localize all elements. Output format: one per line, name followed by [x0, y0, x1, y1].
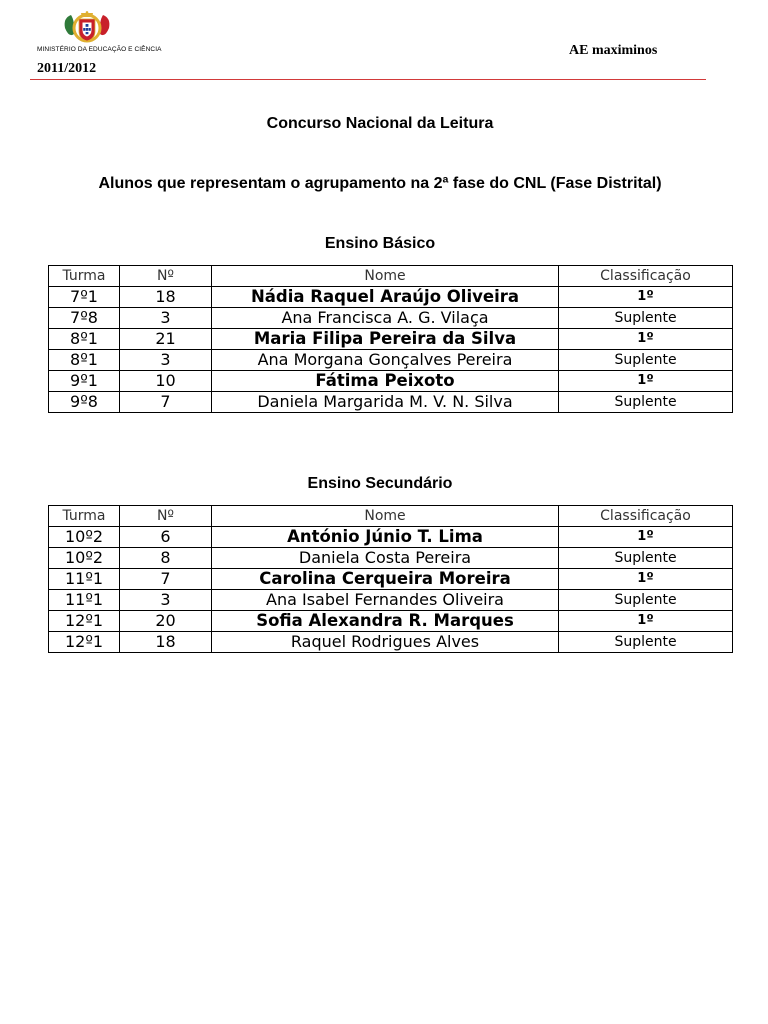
cell-nome: Maria Filipa Pereira da Silva: [212, 329, 559, 350]
cell-nome: Ana Isabel Fernandes Oliveira: [212, 590, 559, 611]
table-row: [49, 527, 733, 548]
cell-turma: 11º1: [49, 569, 120, 590]
cell-numero: 3: [120, 590, 212, 611]
table-header-row: [49, 266, 733, 287]
column-header-turma: Turma: [49, 266, 120, 287]
cell-classificacao: Suplente: [559, 308, 733, 329]
column-header-classificacao: Classificação: [559, 266, 733, 287]
cell-classificacao: Suplente: [559, 590, 733, 611]
coat-of-arms-icon: [62, 10, 112, 46]
cell-turma: 10º2: [49, 548, 120, 569]
cell-numero: 7: [120, 392, 212, 413]
document-subtitle: Alunos que representam o agrupamento na 2ª fase do CNL (Fase Distrital): [98, 175, 662, 192]
cell-classificacao: Suplente: [559, 350, 733, 371]
column-header-nome: Nome: [212, 266, 559, 287]
column-header-classificacao: Classificação: [559, 506, 733, 527]
table-row: [49, 590, 733, 611]
cell-nome: Daniela Costa Pereira: [212, 548, 559, 569]
cell-numero: 3: [120, 308, 212, 329]
cell-turma: 12º1: [49, 632, 120, 653]
cell-numero: 3: [120, 350, 212, 371]
cell-numero: 18: [120, 287, 212, 308]
table-row: [49, 308, 733, 329]
cell-numero: 6: [120, 527, 212, 548]
table-row: [49, 632, 733, 653]
cell-classificacao: 1º: [559, 569, 733, 590]
section-title-secundario: Ensino Secundário: [307, 475, 453, 492]
cell-classificacao: 1º: [559, 527, 733, 548]
cell-nome: Fátima Peixoto: [212, 371, 559, 392]
cell-nome: Raquel Rodrigues Alves: [212, 632, 559, 653]
table-row: [49, 329, 733, 350]
ministry-name: MINISTÉRIO DA EDUCAÇÃO E CIÊNCIA: [37, 46, 162, 53]
cell-classificacao: Suplente: [559, 548, 733, 569]
cell-turma: 9º1: [49, 371, 120, 392]
table-row: [49, 371, 733, 392]
cell-numero: 18: [120, 632, 212, 653]
cell-nome: Nádia Raquel Araújo Oliveira: [212, 287, 559, 308]
cell-classificacao: 1º: [559, 371, 733, 392]
table-row: [49, 548, 733, 569]
table-basico: [48, 265, 733, 413]
cell-turma: 8º1: [49, 329, 120, 350]
cell-turma: 9º8: [49, 392, 120, 413]
cell-numero: 7: [120, 569, 212, 590]
column-header-numero: Nº: [120, 506, 212, 527]
cell-nome: Carolina Cerqueira Moreira: [212, 569, 559, 590]
cell-turma: 12º1: [49, 611, 120, 632]
cell-nome: Sofia Alexandra R. Marques: [212, 611, 559, 632]
cell-turma: 7º8: [49, 308, 120, 329]
cell-nome: Ana Morgana Gonçalves Pereira: [212, 350, 559, 371]
school-year: 2011/2012: [37, 61, 97, 76]
column-header-numero: Nº: [120, 266, 212, 287]
table-row: [49, 287, 733, 308]
table-row: [49, 392, 733, 413]
table-row: [49, 350, 733, 371]
cell-numero: 8: [120, 548, 212, 569]
cell-classificacao: 1º: [559, 287, 733, 308]
cell-turma: 10º2: [49, 527, 120, 548]
cell-classificacao: Suplente: [559, 392, 733, 413]
column-header-turma: Turma: [49, 506, 120, 527]
table-row: [49, 611, 733, 632]
cell-nome: Ana Francisca A. G. Vilaça: [212, 308, 559, 329]
table-secundario: [48, 505, 733, 653]
cell-turma: 7º1: [49, 287, 120, 308]
document-title: Concurso Nacional da Leitura: [266, 115, 494, 132]
school-name: AE maximinos: [569, 43, 658, 58]
column-header-nome: Nome: [212, 506, 559, 527]
cell-nome: António Júnio T. Lima: [212, 527, 559, 548]
cell-nome: Daniela Margarida M. V. N. Silva: [212, 392, 559, 413]
cell-classificacao: 1º: [559, 611, 733, 632]
cell-numero: 10: [120, 371, 212, 392]
cell-numero: 21: [120, 329, 212, 350]
cell-turma: 11º1: [49, 590, 120, 611]
table-row: [49, 569, 733, 590]
section-title-basico: Ensino Básico: [324, 235, 436, 252]
cell-turma: 8º1: [49, 350, 120, 371]
cell-numero: 20: [120, 611, 212, 632]
cell-classificacao: Suplente: [559, 632, 733, 653]
header-divider: [30, 79, 706, 80]
table-header-row: [49, 506, 733, 527]
cell-classificacao: 1º: [559, 329, 733, 350]
